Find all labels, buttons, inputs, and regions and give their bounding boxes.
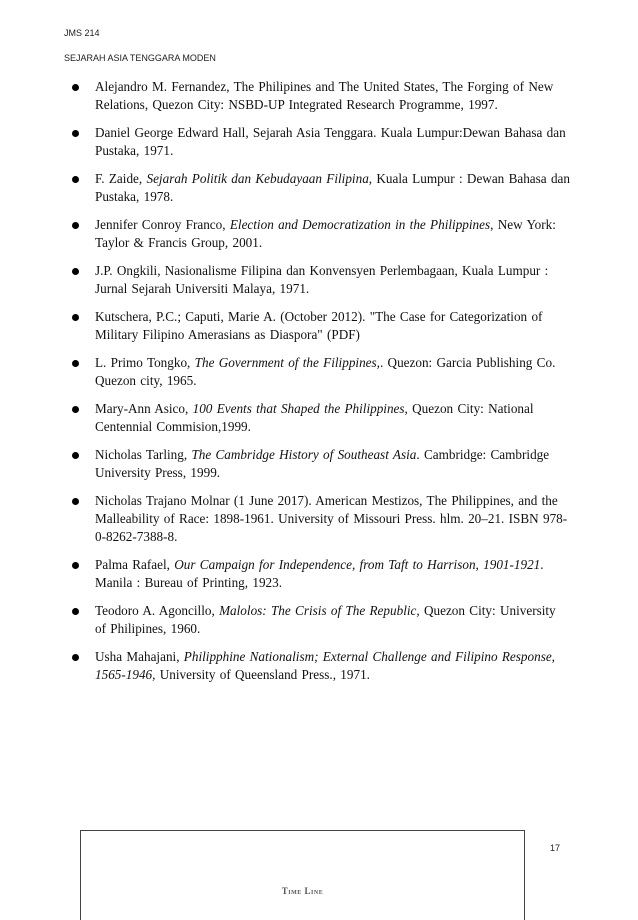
bullet-icon <box>72 452 79 459</box>
bullet-icon <box>72 654 79 661</box>
reference-title: Sejarah Politik dan Kebudayaan Filipina <box>146 171 369 186</box>
reference-text: Nicholas Trajano Molnar (1 June 2017). American Mestizos, The Philippines, and the Malleability of Race: 1898-1961. University of Missouri Press. hlm. 20–21. ISBN 978-0-8262-7388-8. <box>95 493 568 544</box>
bullet-icon <box>72 222 79 229</box>
bullet-icon <box>72 314 79 321</box>
page-number: 17 <box>550 843 561 853</box>
bullet-icon <box>72 130 79 137</box>
time-line-label: Time Line <box>281 886 324 896</box>
reference-text: . Manila : Bureau of Printing, 1923. <box>95 557 544 590</box>
reference-item <box>70 602 570 638</box>
bullet-icon <box>72 406 79 413</box>
reference-text: Alejandro M. Fernandez, The Philipines and The United States, The Forging of New Relations, Quezon City: NSBD-UP Integrated Research Programme, 1997. <box>95 79 554 112</box>
reference-text: Teodoro A. Agoncillo, <box>95 603 220 618</box>
reference-title: Malolos: The Crisis of The Republic, <box>219 603 420 618</box>
bullet-icon <box>72 562 79 569</box>
reference-title: Our Campaign for Independence, from Taft to Harrison, 1901-1921 <box>174 557 541 572</box>
reference-text: . Quezon: Garcia Publishing Co. Quezon city, 1965. <box>95 355 556 388</box>
bullet-icon <box>72 498 79 505</box>
reference-item <box>70 492 570 546</box>
reference-title: Election and Democratization in the Philippines <box>229 217 491 232</box>
reference-title: Philipphine Nationalism; External Challenge and Filipino Response, 1565-1946, <box>95 649 555 682</box>
reference-text: Quezon City: University of Philipines, 1960. <box>95 603 556 636</box>
reference-text: , New York: Taylor & Francis Group, 2001. <box>95 217 556 250</box>
reference-text: . Cambridge: Cambridge University Press, 1999. <box>95 447 550 480</box>
reference-item <box>70 262 570 298</box>
reference-text: Jennifer Conroy Franco, <box>95 217 230 232</box>
reference-list <box>70 78 570 694</box>
reference-text: Quezon City: National Centennial Commision,1999. <box>95 401 534 434</box>
reference-text: F. Zaide, <box>95 171 147 186</box>
reference-title: The Cambridge History of Southeast Asia <box>191 447 417 462</box>
reference-text: L. Primo Tongko, <box>95 355 195 370</box>
reference-title: The Government of the Filippines, <box>194 355 380 370</box>
reference-item <box>70 78 570 114</box>
reference-item <box>70 308 570 344</box>
reference-text: University of Queensland Press., 1971. <box>155 667 370 682</box>
reference-text: Nicholas Tarling, <box>95 447 192 462</box>
reference-text: , Kuala Lumpur : Dewan Bahasa dan Pustaka, 1978. <box>95 171 570 204</box>
reference-item <box>70 216 570 252</box>
reference-text: Kutschera, P.C.; Caputi, Marie A. (October 2012). "The Case for Categorization of Military Filipino Amerasians as Diaspora" (PDF) <box>95 309 543 342</box>
bullet-icon <box>72 360 79 367</box>
bullet-icon <box>72 268 79 275</box>
bullet-icon <box>72 84 79 91</box>
reference-item <box>70 124 570 160</box>
reference-item <box>70 648 570 684</box>
course-code: JMS 214 <box>64 28 100 38</box>
bullet-icon <box>72 176 79 183</box>
reference-text: Mary-Ann Asico, <box>95 401 193 416</box>
reference-text: Palma Rafael, <box>95 557 175 572</box>
reference-text: J.P. Ongkili, Nasionalisme Filipina dan Konvensyen Perlembagaan, Kuala Lumpur : Jurnal Sejarah Universiti Malaya, 1971. <box>95 263 549 296</box>
bullet-icon <box>72 608 79 615</box>
footer-box <box>80 830 525 920</box>
reference-item <box>70 556 570 592</box>
reference-item <box>70 400 570 436</box>
reference-item <box>70 354 570 390</box>
reference-title: 100 Events that Shaped the Philippines, <box>192 401 408 416</box>
reference-text: Usha Mahajani, <box>95 649 184 664</box>
reference-item <box>70 446 570 482</box>
reference-text: Daniel George Edward Hall, Sejarah Asia Tenggara. Kuala Lumpur:Dewan Bahasa dan Pustaka, 1971. <box>95 125 566 158</box>
course-title: SEJARAH ASIA TENGGARA MODEN <box>64 53 216 63</box>
reference-item <box>70 170 570 206</box>
